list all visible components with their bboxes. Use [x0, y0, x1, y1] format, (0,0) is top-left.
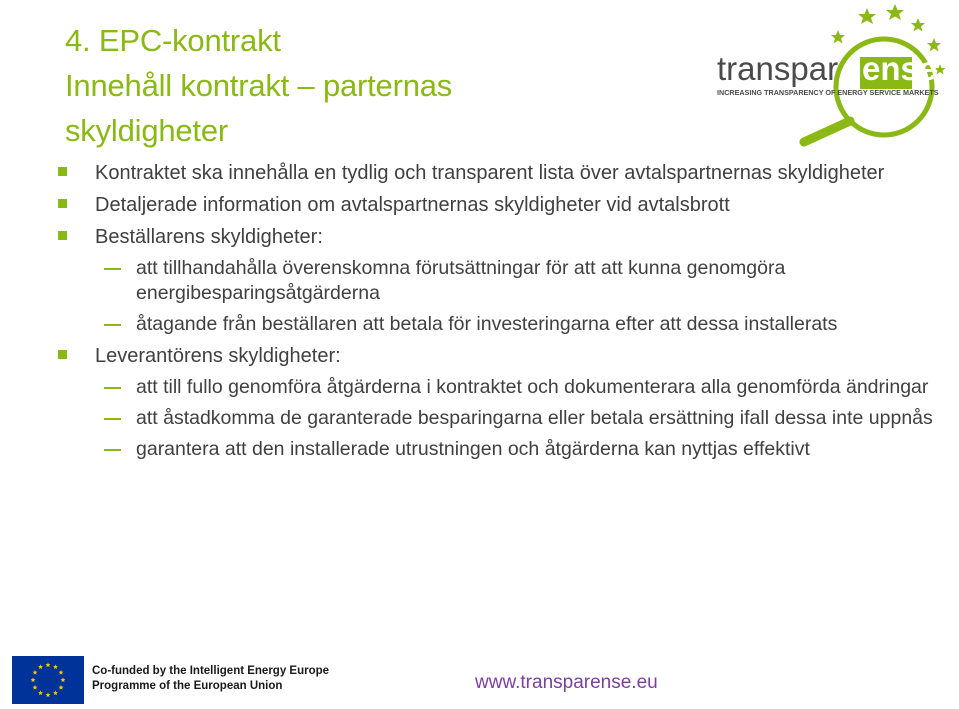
title-line-1: 4. EPC-kontrakt — [65, 23, 281, 58]
list-item-text: Leverantörens skyldigheter: — [95, 345, 341, 367]
sub-list-item-text: att till fullo genomföra åtgärderna i kontraktet och dokumenterara alla genomförda ändringar — [136, 376, 929, 398]
list-item-text: Beställarens skyldigheter: — [95, 226, 323, 248]
sub-list-item-text: åtagande från beställaren att betala för investeringarna efter att dessa installerats — [136, 313, 838, 335]
list-item — [58, 160, 938, 186]
square-bullet-icon — [58, 199, 67, 208]
website-link[interactable]: www.transparense.eu — [475, 672, 658, 693]
sub-list-item — [58, 437, 938, 462]
cofunded-line-2: Programme of the European Union — [92, 680, 283, 692]
list-item-text: Detaljerade information om avtalspartnernas skyldigheter vid avtalsbrott — [95, 194, 730, 216]
logo-text-highlight: ense — [862, 50, 938, 87]
bullet-list — [58, 160, 938, 468]
slide-title — [65, 18, 625, 153]
sub-list-item-text: att åstadkomma de garanterade besparingarna eller betala ersättning ifall dessa inte uppnås — [136, 407, 933, 429]
list-item-text: Kontraktet ska innehålla en tydlig och transparent lista över avtalspartnernas skyldigheter — [95, 162, 885, 184]
square-bullet-icon — [58, 231, 67, 240]
list-item — [58, 224, 938, 250]
sub-list-item — [58, 375, 938, 400]
dash-bullet-icon — [104, 324, 121, 326]
dash-bullet-icon — [104, 449, 121, 451]
square-bullet-icon — [58, 350, 67, 359]
sub-list-item — [58, 406, 938, 431]
title-line-2: Innehåll kontrakt – parternas — [65, 68, 453, 103]
dash-bullet-icon — [104, 268, 121, 270]
list-item — [58, 192, 938, 218]
dash-bullet-icon — [104, 418, 121, 420]
logo-tagline: INCREASING TRANSPARENCY OF ENERGY SERVICE MARKETS — [717, 88, 939, 97]
square-bullet-icon — [58, 167, 67, 176]
list-item — [58, 343, 938, 369]
dash-bullet-icon — [104, 387, 121, 389]
cofunded-line-1: Co-funded by the Intelligent Energy Europe — [92, 665, 330, 677]
cofunded-text — [92, 664, 329, 694]
logo-text: transpar — [717, 50, 839, 87]
sub-list-item — [58, 312, 938, 337]
magnifier-handle-icon — [804, 121, 850, 142]
sub-list-item-text: att tillhandahålla överenskomna förutsättningar för att att kunna genomgöra energibesparingsåtgärderna — [136, 257, 786, 304]
title-line-3: skyldigheter — [65, 113, 229, 148]
eu-flag-icon — [12, 656, 84, 704]
transparense-logo — [712, 2, 957, 147]
sub-list-item-text: garantera att den installerade utrustningen och åtgärderna kan nyttjas effektivt — [136, 438, 810, 460]
sub-list-item — [58, 256, 938, 306]
